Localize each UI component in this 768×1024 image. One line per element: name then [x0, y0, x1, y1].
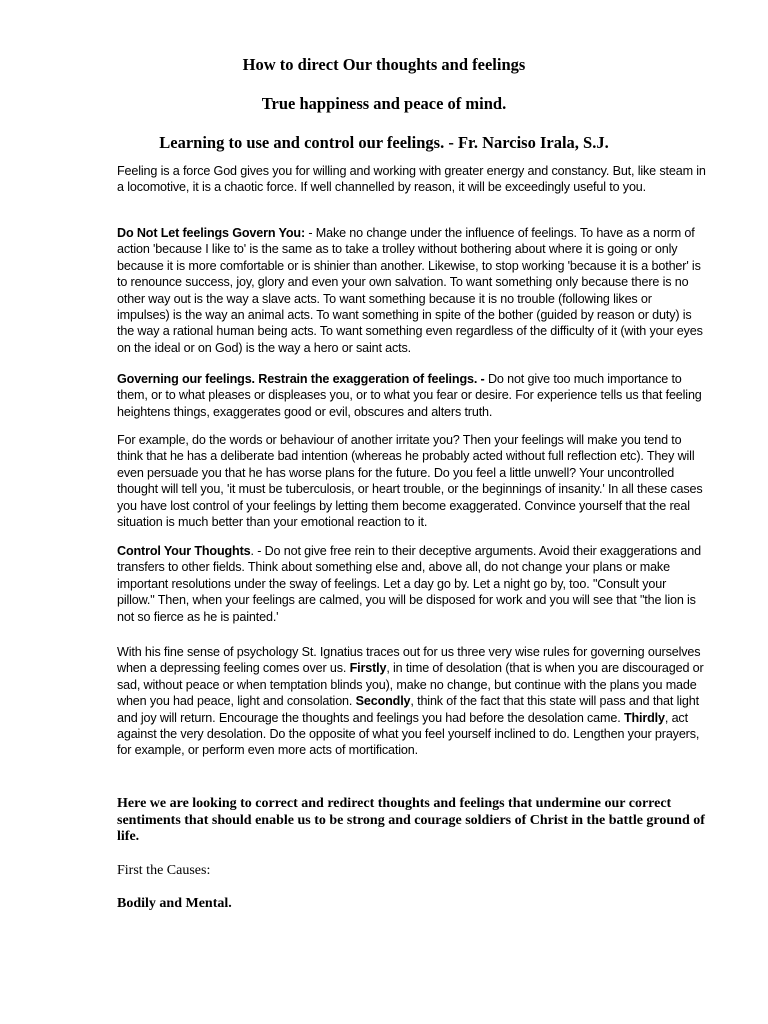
ignatius-text-4: , act against the very desolation. Do the opposite of what you feel yourself inclined to do. Lengthen your prayers, for example, or perform even more acts of mortification. [117, 710, 700, 758]
ignatius-text-1: With his fine sense of psychology St. Ignatius traces out for us three very wise rules for governing ourselves when a depressing feeling comes over us. [117, 645, 701, 676]
govern-heading: Do Not Let feelings Govern You: [117, 226, 306, 240]
restrain-heading: Governing our feelings. Restrain the exaggeration of feelings. - [117, 372, 485, 386]
title-line-1: How to direct Our thoughts and feelings [242, 55, 526, 74]
thirdly-label: Thirdly [623, 710, 665, 725]
paragraph-control [117, 543, 707, 625]
title-line-3: Learning to use and control our feelings. - Fr. Narciso Irala, S.J. [159, 133, 609, 152]
title-line-2: True happiness and peace of mind. [261, 94, 507, 113]
paragraph-here: Here we are looking to correct and redirect thoughts and feelings that undermine our correct sentiments that should enable us to be strong and courage soldiers of Christ in the battle ground of life. [117, 796, 705, 844]
govern-text: - Make no change under the influence of feelings. To have as a norm of action 'because I like to' is the same as to take a trolley without bothering about where it is going or only because it is more comfortable or is shinier than another. Likewise, to stop working 'because it is a bother' is to renounce success, joy, glory and even your own salvation. To want something only because there is no other way out is the way a slave acts. To want something because it is no trouble (following likes or impulses) is the way an animal acts. To want something in spite of the bother (guided by reason or duty) is the way a rational human being acts. To want something even regardless of the difficulty of it (with your eyes on the ideal or on God) is the way a hero or saint acts. [117, 226, 703, 355]
paragraph-example: For example, do the words or behaviour of another irritate you? Then your feelings will make you tend to think that he has a deliberate bad intention (whereas he probably acted without full reflection etc). They will even persuade you that he has worse plans for the future. Do you feel a little unwell? Your uncontrolled thought will tell you, 'it must be tuberculosis, or heart trouble, or the beginnings of insanity.' In all these cases you have lost control of your feelings by letting them become exaggerated. Convince yourself that the real situation is much better than your emotional reaction to it. [117, 433, 703, 530]
control-heading: Control Your Thoughts [117, 544, 251, 558]
bodily-mental-line: Bodily and Mental. [117, 896, 232, 911]
restrain-text: Do not give too much importance to them, or to what pleases or displeases you, or to what you fear or desire. For experience tells us that feeling heightens things, exaggerates good or evil, obscures and alters truth. [117, 372, 702, 419]
control-text: . - Do not give free rein to their deceptive arguments. Avoid their exaggerations and transfers to other fields. Think about something else and, above all, do not change your plans or make important resolutions under the sway of feelings. Let a day go by. Let a night go by, too. "Consult your pillow." Then, when your feelings are calmed, you will be disposed for work and you will see that "the lion is not so fierce as he is painted.' [117, 544, 701, 624]
causes-line: First the Causes: [117, 863, 211, 878]
ignatius-text-3: , think of the fact that this state will pass and that light and joy will return. Encourage the thoughts and feelings you had before the desolation came. [117, 694, 699, 725]
paragraph-govern [117, 225, 707, 356]
paragraph-intro: Feeling is a force God gives you for willing and working with greater energy and constancy. But, like steam in a locomotive, it is a chaotic force. If well channelled by reason, it will be exceedingly useful to you. [117, 164, 706, 195]
firstly-label: Firstly [349, 661, 387, 676]
paragraph-ignatius [117, 644, 707, 759]
ignatius-text-2: , in time of desolation (that is when you are discouraged or sad, without peace or when temptation blinds you), make no change, but continue with the plans you made when you had peace, light and consolation. [117, 661, 704, 709]
paragraph-restrain [117, 371, 707, 420]
secondly-label: Secondly [355, 694, 411, 709]
